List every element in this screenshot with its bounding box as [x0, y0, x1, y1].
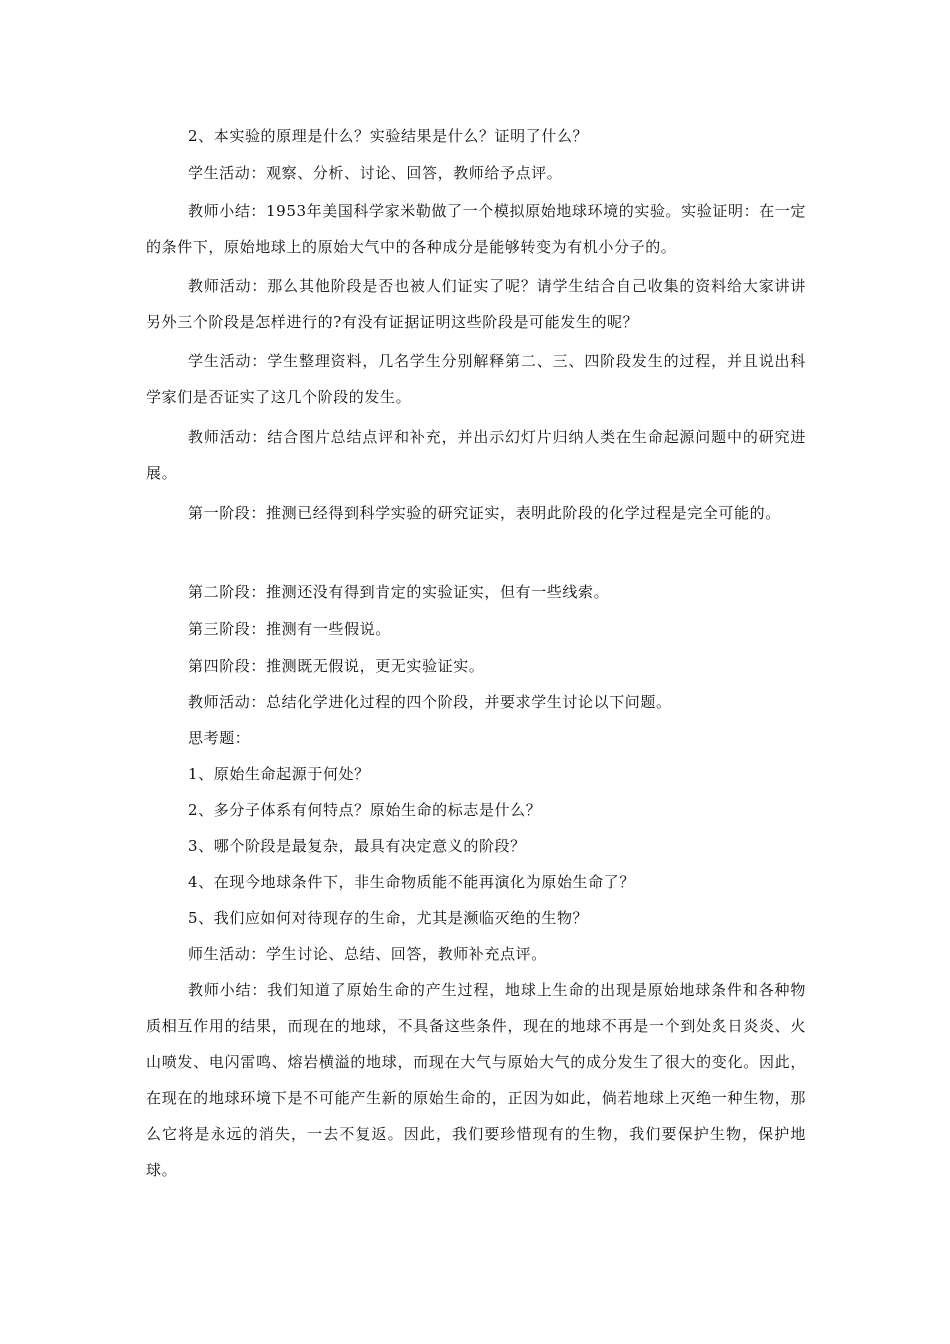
stage-three: 第三阶段：推测有一些假说。	[188, 620, 391, 638]
thinking-question-5: 5、我们应如何对待现存的生命，尤其是濒临灭绝的生物？	[188, 909, 589, 927]
teacher-activity-1: 教师活动：那么其他阶段是否也被人们证实了呢？请学生结合自己收集的资料给大家讲讲另外三个阶段是怎样进行的?有没有证据证明这些阶段是可能发生的呢？	[146, 277, 806, 331]
teacher-activity-3: 教师活动：总结化学进化过程的四个阶段，并要求学生讨论以下问题。	[188, 693, 672, 711]
stage-four: 第四阶段：推测既无假说，更无实验证实。	[188, 657, 485, 675]
student-activity-1: 学生活动：观察、分析、讨论、回答，教师给予点评。	[188, 164, 563, 182]
thinking-question-4: 4、在现今地球条件下，非生命物质能不能再演化为原始生命了？	[188, 873, 635, 891]
question-2: 2、本实验的原理是什么？实验结果是什么？证明了什么？	[188, 127, 589, 145]
student-activity-2: 学生活动：学生整理资料，几名学生分别解释第二、三、四阶段发生的过程，并且说出科学家们是否证实了这几个阶段的发生。	[146, 352, 806, 406]
teacher-activity-2: 教师活动：结合图片总结点评和补充，并出示幻灯片归纳人类在生命起源问题中的研究进展。	[146, 428, 806, 482]
thinking-questions-heading: 思考题：	[188, 729, 251, 747]
thinking-question-3: 3、哪个阶段是最复杂，最具有决定意义的阶段？	[188, 837, 526, 855]
thinking-question-1: 1、原始生命起源于何处？	[188, 765, 370, 783]
stage-one: 第一阶段：推测已经得到科学实验的研究证实，表明此阶段的化学过程是完全可能的。	[188, 504, 781, 522]
thinking-question-2: 2、多分子体系有何特点？原始生命的标志是什么？	[188, 801, 542, 819]
stage-two: 第二阶段：推测还没有得到肯定的实验证实，但有一些线索。	[188, 583, 610, 601]
teacher-summary-1: 教师小结：1953年美国科学家米勒做了一个模拟原始地球环境的实验。实验证明：在一定的条件下，原始地球上的原始大气中的各种成分是能够转变为有机小分子的。	[146, 202, 806, 256]
teacher-student-activity: 师生活动：学生讨论、总结、回答，教师补充点评。	[188, 945, 547, 963]
teacher-summary-2: 教师小结：我们知道了原始生命的产生过程，地球上生命的出现是原始地球条件和各种物质相互作用的结果，而现在的地球，不具备这些条件，现在的地球不再是一个到处炙日炎炎、火山喷发、电闪雷鸣、熔岩横溢的地球，而现在大气与原始大气的成分发生了很大的变化。因此，在现在的地球环境下是不可能产生新的原始生命的，正因为如此，倘若地球上灭绝一种生物，那么它将是永远的消失，一去不复返。因此，我们要珍惜现有的生物，我们要保护生物，保护地球。	[146, 981, 806, 1179]
